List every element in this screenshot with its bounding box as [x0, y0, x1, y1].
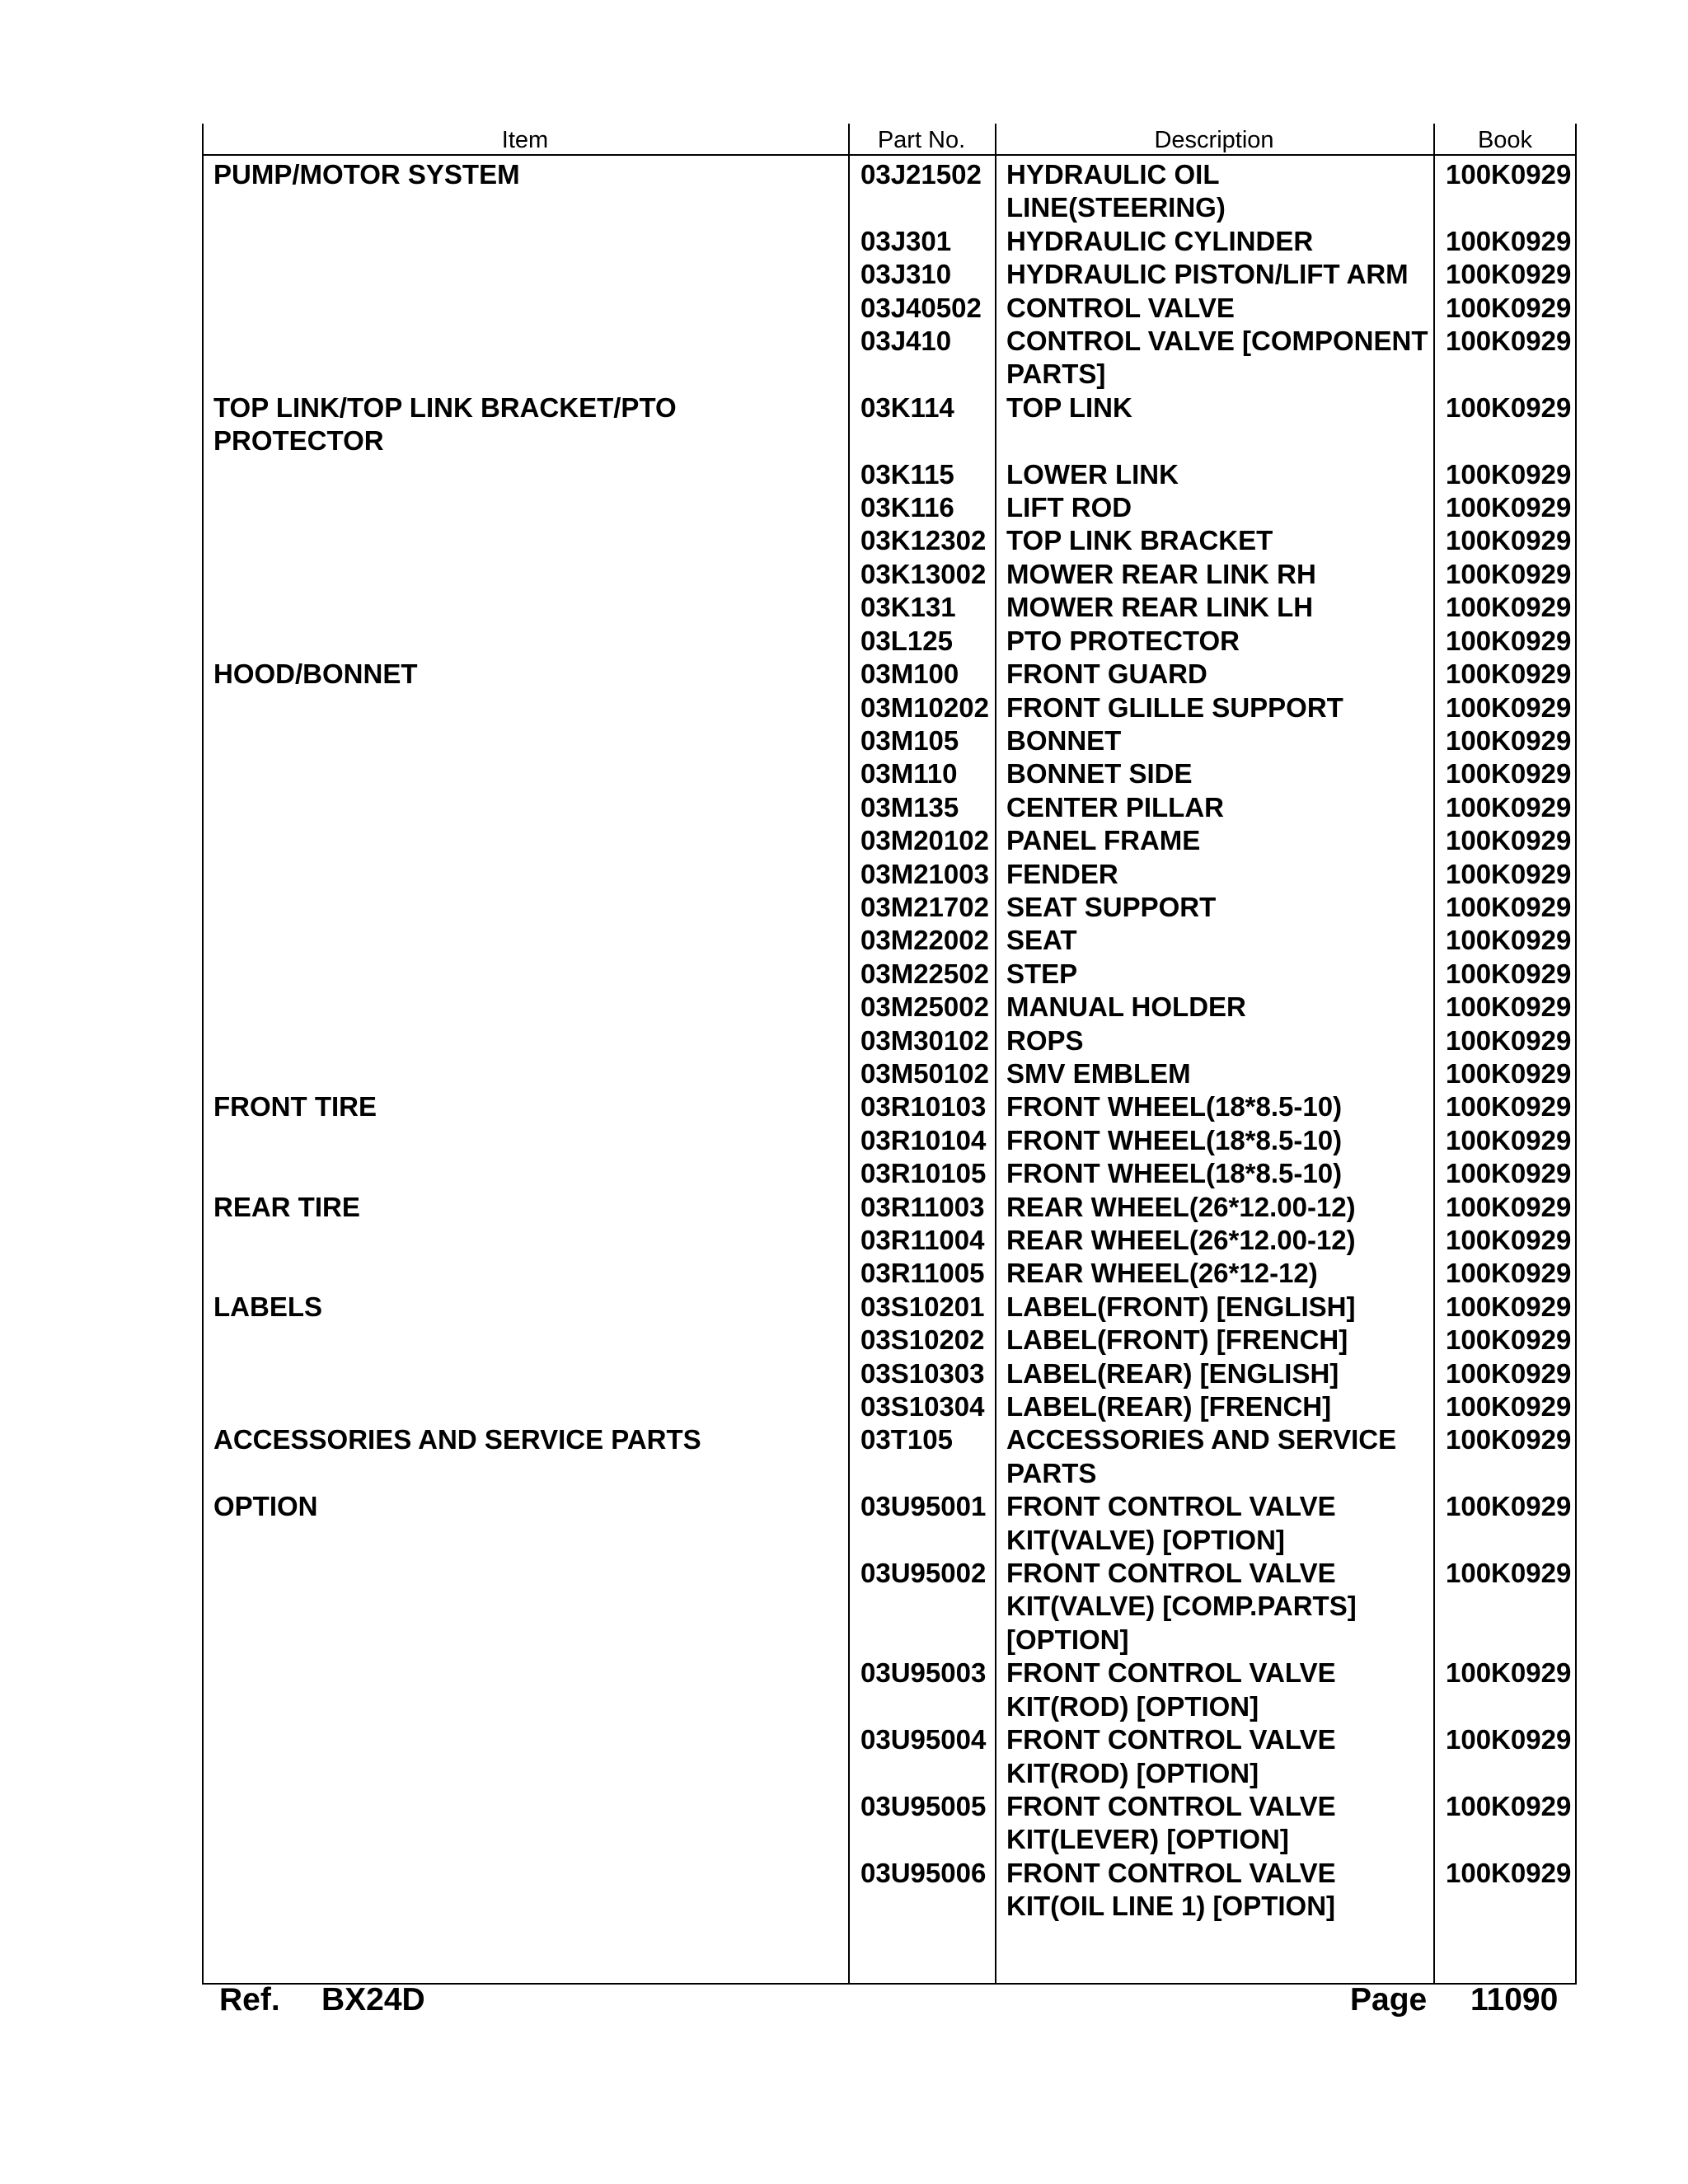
cell-item: [202, 757, 848, 790]
cell-part-no: 03U95006: [860, 1857, 987, 1888]
cell-description: FRONT CONTROL VALVE KIT(ROD) [OPTION]: [1006, 1724, 1336, 1788]
cell-book: 100K0929: [1446, 991, 1572, 1023]
cell-book: 100K0929: [1446, 1657, 1572, 1689]
cell-item: LABELS: [213, 1291, 322, 1322]
cell-description: REAR WHEEL(26*12-12): [1006, 1258, 1318, 1289]
table-row: [202, 1291, 1577, 1324]
cell-book: 100K0929: [1446, 259, 1572, 290]
cell-part-no: 03J21502: [860, 159, 982, 190]
cell-part-no: 03S10304: [860, 1391, 985, 1422]
cell-item: [202, 558, 848, 591]
cell-part-no: 03M21003: [860, 858, 989, 889]
cell-item: [202, 524, 848, 557]
table-row: [202, 824, 1577, 857]
cell-item: [202, 724, 848, 757]
table-row: [202, 1090, 1577, 1123]
table-row: [202, 1057, 1577, 1090]
cell-book: 100K0929: [1446, 1225, 1572, 1255]
cell-description: FRONT GLILLE SUPPORT: [1006, 691, 1343, 723]
cell-book: 100K0929: [1446, 758, 1572, 790]
cell-part-no: 03M30102: [860, 1024, 989, 1056]
cell-book: 100K0929: [1446, 1790, 1572, 1821]
cell-item: [202, 325, 848, 391]
cell-part-no: 03U95005: [860, 1790, 987, 1821]
cell-part-no: 03L125: [860, 625, 953, 656]
cell-description: SMV EMBLEM: [1006, 1057, 1191, 1089]
cell-item: [202, 791, 848, 824]
cell-part-no: 03R11004: [860, 1225, 985, 1255]
cell-part-no: 03M100: [860, 658, 959, 690]
cell-part-no: 03M50102: [860, 1057, 989, 1089]
cell-description: FRONT WHEEL(18*8.5-10): [1006, 1124, 1343, 1155]
cell-description: FRONT WHEEL(18*8.5-10): [1006, 1091, 1343, 1122]
table-row: [202, 1157, 1577, 1190]
cell-item: [202, 1024, 848, 1057]
cell-book: 100K0929: [1446, 1158, 1572, 1189]
cell-book: 100K0929: [1446, 1024, 1572, 1056]
cell-book: 100K0929: [1446, 625, 1572, 656]
cell-book: 100K0929: [1446, 1491, 1572, 1522]
cell-item: [202, 258, 848, 291]
cell-book: 100K0929: [1446, 1124, 1572, 1155]
table-row: [202, 724, 1577, 757]
cell-description: MOWER REAR LINK LH: [1006, 592, 1314, 623]
cell-book: 100K0929: [1446, 1424, 1572, 1455]
cell-book: 100K0929: [1446, 724, 1572, 756]
cell-item: TOP LINK/TOP LINK BRACKET/PTO PROTECTOR: [213, 391, 677, 457]
cell-book: 100K0929: [1446, 458, 1572, 490]
cell-description: LABEL(REAR) [ENGLISH]: [1006, 1357, 1339, 1389]
cell-book: 100K0929: [1446, 658, 1572, 690]
table-row: [202, 791, 1577, 824]
table-row: [202, 958, 1577, 991]
cell-description: BONNET SIDE: [1006, 758, 1193, 790]
cell-item: [202, 1057, 848, 1090]
cell-book: 100K0929: [1446, 1291, 1572, 1322]
table-row: [202, 1657, 1577, 1723]
table-row: [202, 1257, 1577, 1290]
cell-description: REAR WHEEL(26*12.00-12): [1006, 1225, 1356, 1255]
cell-book: 100K0929: [1446, 1091, 1572, 1122]
cell-item: [202, 824, 848, 857]
cell-book: 100K0929: [1446, 1258, 1572, 1289]
cell-part-no: 03J301: [860, 225, 952, 256]
cell-item: [202, 958, 848, 991]
cell-part-no: 03R11003: [860, 1191, 985, 1222]
cell-item: FRONT TIRE: [213, 1091, 377, 1122]
cell-book: 100K0929: [1446, 326, 1572, 357]
cell-description: REAR WHEEL(26*12.00-12): [1006, 1191, 1356, 1222]
cell-description: PANEL FRAME: [1006, 825, 1201, 856]
header-item: Item: [501, 127, 549, 153]
cell-part-no: 03R10104: [860, 1124, 987, 1155]
cell-book: 100K0929: [1446, 858, 1572, 889]
cell-part-no: 03T105: [860, 1424, 953, 1455]
header-book: Book: [1477, 127, 1533, 153]
cell-item: [202, 1257, 848, 1290]
cell-book: 100K0929: [1446, 1324, 1572, 1356]
cell-description: FRONT CONTROL VALVE KIT(ROD) [OPTION]: [1006, 1657, 1336, 1722]
table-row: [202, 757, 1577, 790]
cell-description: FRONT CONTROL VALVE KIT(VALVE) [COMP.PARTS] [OPTION]: [1006, 1558, 1357, 1655]
cell-item: [202, 458, 848, 491]
table-row: [202, 158, 1577, 225]
table-row: [202, 691, 1577, 724]
table-row: [202, 658, 1577, 691]
cell-part-no: 03U95001: [860, 1491, 987, 1522]
cell-book: 100K0929: [1446, 292, 1572, 323]
cell-item: [202, 1124, 848, 1157]
cell-part-no: 03S10201: [860, 1291, 985, 1322]
cell-description: BONNET: [1006, 724, 1122, 756]
cell-part-no: 03M110: [860, 758, 958, 790]
cell-book: 100K0929: [1446, 492, 1572, 523]
cell-book: 100K0929: [1446, 958, 1572, 989]
cell-book: 100K0929: [1446, 1391, 1572, 1422]
cell-part-no: 03K116: [860, 492, 954, 523]
cell-item: [202, 691, 848, 724]
table-row: [202, 258, 1577, 291]
table-row: [202, 1723, 1577, 1790]
cell-description: MOWER REAR LINK RH: [1006, 558, 1316, 589]
cell-item: ACCESSORIES AND SERVICE PARTS: [213, 1424, 701, 1455]
cell-description: CENTER PILLAR: [1006, 791, 1224, 823]
table-row: [202, 1790, 1577, 1857]
table-row: [202, 458, 1577, 491]
cell-part-no: 03S10202: [860, 1324, 985, 1356]
cell-book: 100K0929: [1446, 1357, 1572, 1389]
cell-part-no: 03M22502: [860, 958, 989, 989]
table-row: [202, 325, 1577, 391]
cell-item: [202, 1357, 848, 1390]
cell-book: 100K0929: [1446, 825, 1572, 856]
table-row: [202, 292, 1577, 325]
cell-part-no: 03M21702: [860, 891, 989, 922]
cell-item: [202, 858, 848, 891]
cell-description: FRONT WHEEL(18*8.5-10): [1006, 1158, 1343, 1189]
cell-book: 100K0929: [1446, 525, 1572, 556]
cell-description: LABEL(REAR) [FRENCH]: [1006, 1391, 1332, 1422]
table-row: [202, 1390, 1577, 1423]
cell-description: LABEL(FRONT) [FRENCH]: [1006, 1324, 1348, 1356]
cell-book: 100K0929: [1446, 891, 1572, 922]
cell-description: FRONT CONTROL VALVE KIT(LEVER) [OPTION]: [1006, 1790, 1336, 1855]
cell-description: LIFT ROD: [1006, 492, 1132, 523]
cell-part-no: 03J310: [860, 259, 952, 290]
cell-description: HYDRAULIC OIL LINE(STEERING): [1006, 159, 1226, 223]
cell-part-no: 03U95004: [860, 1724, 987, 1755]
cell-item: REAR TIRE: [213, 1191, 360, 1222]
cell-description: PTO PROTECTOR: [1006, 625, 1240, 656]
cell-item: OPTION: [213, 1491, 318, 1522]
cell-book: 100K0929: [1446, 925, 1572, 956]
parts-table: [202, 124, 1577, 1985]
table-row: [202, 924, 1577, 957]
cell-item: [202, 891, 848, 924]
cell-description: SEAT: [1006, 925, 1077, 956]
ref-label: Ref.: [219, 1982, 280, 2018]
cell-book: 100K0929: [1446, 159, 1572, 190]
table-row: [202, 991, 1577, 1024]
cell-part-no: 03K114: [860, 391, 954, 423]
cell-book: 100K0929: [1446, 558, 1572, 589]
page-label: Page: [1350, 1982, 1428, 2018]
cell-part-no: 03R10105: [860, 1158, 987, 1189]
table-row: [202, 391, 1577, 458]
table-row: [202, 1557, 1577, 1657]
table-row: [202, 1191, 1577, 1224]
cell-part-no: 03M105: [860, 724, 959, 756]
cell-description: CONTROL VALVE: [1006, 292, 1235, 323]
cell-part-no: 03M25002: [860, 991, 989, 1023]
cell-part-no: 03K131: [860, 592, 956, 623]
cell-description: CONTROL VALVE [COMPONENT PARTS]: [1006, 326, 1428, 390]
table-row: [202, 1324, 1577, 1357]
cell-item: [202, 491, 848, 524]
cell-description: ROPS: [1006, 1024, 1084, 1056]
cell-book: 100K0929: [1446, 391, 1572, 423]
cell-part-no: 03J410: [860, 326, 952, 357]
cell-item: HOOD/BONNET: [213, 658, 418, 690]
cell-book: 100K0929: [1446, 1558, 1572, 1589]
ref-value: BX24D: [321, 1982, 425, 2018]
cell-part-no: 03K12302: [860, 525, 987, 556]
table-row: [202, 1423, 1577, 1490]
cell-item: [202, 1790, 848, 1857]
cell-part-no: 03M22002: [860, 925, 989, 956]
cell-description: ACCESSORIES AND SERVICE PARTS: [1006, 1424, 1397, 1488]
cell-item: [202, 225, 848, 258]
cell-part-no: 03U95002: [860, 1558, 987, 1589]
table-row: [202, 1224, 1577, 1257]
cell-item: [202, 1657, 848, 1723]
cell-book: 100K0929: [1446, 691, 1572, 723]
cell-description: SEAT SUPPORT: [1006, 891, 1217, 922]
cell-description: TOP LINK: [1006, 391, 1132, 423]
table-row: [202, 524, 1577, 557]
cell-part-no: 03R10103: [860, 1091, 987, 1122]
cell-book: 100K0929: [1446, 225, 1572, 256]
cell-item: [202, 1723, 848, 1790]
cell-part-no: 03K115: [860, 458, 954, 490]
table-row: [202, 1857, 1577, 1924]
cell-item: [202, 292, 848, 325]
cell-item: [202, 1557, 848, 1657]
cell-part-no: 03K13002: [860, 558, 987, 589]
cell-part-no: 03M135: [860, 791, 959, 823]
cell-description: MANUAL HOLDER: [1006, 991, 1246, 1023]
cell-item: [202, 924, 848, 957]
cell-item: [202, 991, 848, 1024]
table-row: [202, 1124, 1577, 1157]
cell-description: TOP LINK BRACKET: [1006, 525, 1273, 556]
cell-book: 100K0929: [1446, 1724, 1572, 1755]
table-row: [202, 1024, 1577, 1057]
cell-part-no: 03U95003: [860, 1657, 987, 1689]
cell-item: [202, 1390, 848, 1423]
cell-part-no: 03M10202: [860, 691, 989, 723]
cell-description: FRONT CONTROL VALVE KIT(VALVE) [OPTION]: [1006, 1491, 1336, 1555]
cell-book: 100K0929: [1446, 791, 1572, 823]
cell-description: LABEL(FRONT) [ENGLISH]: [1006, 1291, 1356, 1322]
cell-item: PUMP/MOTOR SYSTEM: [213, 159, 520, 190]
cell-part-no: 03J40502: [860, 292, 982, 323]
cell-book: 100K0929: [1446, 592, 1572, 623]
cell-description: FRONT CONTROL VALVE KIT(OIL LINE 1) [OPTION]: [1006, 1857, 1336, 1922]
cell-item: [202, 1857, 848, 1924]
cell-book: 100K0929: [1446, 1857, 1572, 1888]
cell-book: 100K0929: [1446, 1191, 1572, 1222]
cell-item: [202, 1324, 848, 1357]
cell-description: FRONT GUARD: [1006, 658, 1207, 690]
table-row: [202, 891, 1577, 924]
cell-item: [202, 1157, 848, 1190]
header-divider: [202, 154, 1577, 156]
table-row: [202, 225, 1577, 258]
table-row: [202, 591, 1577, 624]
cell-part-no: 03R11005: [860, 1258, 985, 1289]
cell-description: FENDER: [1006, 858, 1118, 889]
cell-part-no: 03M20102: [860, 825, 989, 856]
cell-description: HYDRAULIC CYLINDER: [1006, 225, 1314, 256]
cell-item: [202, 591, 848, 624]
cell-part-no: 03S10303: [860, 1357, 985, 1389]
table-body: [202, 158, 1577, 1924]
header-description: Description: [1154, 127, 1274, 153]
cell-book: 100K0929: [1446, 1057, 1572, 1089]
table-row: [202, 491, 1577, 524]
header-part-no: Part No.: [877, 127, 966, 153]
cell-description: STEP: [1006, 958, 1078, 989]
cell-item: [202, 1224, 848, 1257]
cell-description: LOWER LINK: [1006, 458, 1179, 490]
table-row: [202, 625, 1577, 658]
table-row: [202, 1357, 1577, 1390]
cell-item: [202, 625, 848, 658]
cell-description: HYDRAULIC PISTON/LIFT ARM: [1006, 259, 1409, 290]
table-row: [202, 558, 1577, 591]
table-row: [202, 858, 1577, 891]
page-value: 11090: [1470, 1982, 1559, 2018]
table-row: [202, 1490, 1577, 1557]
